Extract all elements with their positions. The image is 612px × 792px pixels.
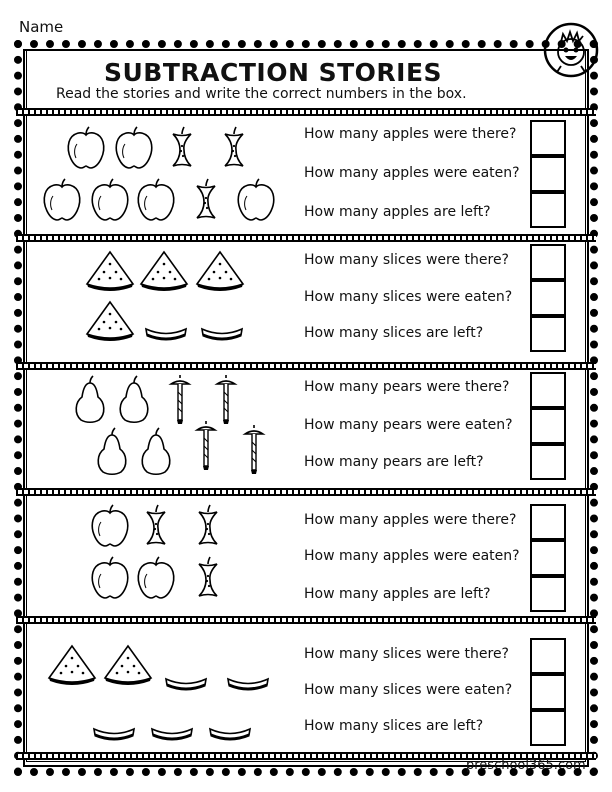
apple-icon	[92, 557, 127, 598]
apple-core-icon	[197, 179, 215, 218]
section-divider	[16, 616, 596, 624]
watermelon-rind-icon	[152, 729, 192, 739]
story-section	[30, 624, 582, 752]
answer-box-eaten[interactable]	[530, 408, 566, 444]
apple-icon	[44, 179, 79, 220]
question-eaten: How many apples were eaten?	[304, 165, 520, 181]
apple-icon	[238, 179, 273, 220]
story-pictures	[30, 242, 300, 362]
story-pictures	[30, 496, 300, 616]
pear-icon	[98, 428, 126, 474]
question-eaten: How many apples were eaten?	[304, 548, 520, 564]
pear-core-icon	[171, 375, 189, 424]
pear-core-icon	[217, 375, 235, 424]
answer-box-total[interactable]	[530, 120, 566, 156]
story-section	[30, 242, 582, 362]
pear-core-icon	[197, 421, 215, 470]
answer-box-eaten[interactable]	[530, 674, 566, 710]
answer-box-eaten[interactable]	[530, 280, 566, 316]
pear-icon	[76, 376, 104, 422]
watermelon-slice-icon	[87, 252, 133, 291]
watermelon-slice-icon	[87, 302, 133, 341]
name-label: Name	[19, 18, 64, 36]
section-divider	[16, 362, 596, 370]
section-divider	[16, 108, 596, 116]
answer-box-eaten[interactable]	[530, 156, 566, 192]
pear-core-icon	[245, 425, 263, 474]
question-left: How many apples are left?	[304, 204, 491, 220]
answer-box-total[interactable]	[530, 244, 566, 280]
apple-icon	[92, 505, 127, 546]
question-total: How many pears were there?	[304, 379, 510, 395]
question-left: How many pears are left?	[304, 454, 484, 470]
watermelon-rind-icon	[166, 679, 206, 689]
question-total: How many slices were there?	[304, 646, 509, 662]
answer-box-left[interactable]	[530, 192, 566, 228]
watermelon-slice-icon	[49, 646, 95, 685]
apple-core-icon	[147, 505, 165, 544]
page-title: SUBTRACTION STORIES	[104, 58, 443, 87]
question-left: How many apples are left?	[304, 586, 491, 602]
apple-core-icon	[173, 127, 191, 166]
apple-icon	[116, 127, 151, 168]
apple-core-icon	[199, 505, 217, 544]
watermelon-rind-icon	[94, 729, 134, 739]
watermelon-slice-icon	[105, 646, 151, 685]
question-total: How many apples were there?	[304, 126, 517, 142]
story-section	[30, 116, 582, 234]
question-total: How many slices were there?	[304, 252, 509, 268]
watermelon-rind-icon	[210, 729, 250, 739]
website-footer: preschool365.com	[466, 758, 586, 773]
pear-icon	[142, 428, 170, 474]
watermelon-rind-icon	[228, 679, 268, 689]
question-left: How many slices are left?	[304, 325, 484, 341]
pear-icon	[120, 376, 148, 422]
answer-box-left[interactable]	[530, 316, 566, 352]
watermelon-rind-icon	[202, 329, 242, 339]
answer-box-total[interactable]	[530, 504, 566, 540]
instructions: Read the stories and write the correct numbers in the box.	[56, 86, 467, 102]
story-pictures	[30, 624, 300, 752]
apple-icon	[138, 179, 173, 220]
answer-box-left[interactable]	[530, 444, 566, 480]
apple-icon	[92, 179, 127, 220]
question-total: How many apples were there?	[304, 512, 517, 528]
watermelon-rind-icon	[146, 329, 186, 339]
answer-box-left[interactable]	[530, 576, 566, 612]
answer-box-eaten[interactable]	[530, 540, 566, 576]
answer-box-left[interactable]	[530, 710, 566, 746]
question-eaten: How many slices were eaten?	[304, 289, 513, 305]
apple-icon	[138, 557, 173, 598]
story-section	[30, 496, 582, 616]
story-pictures	[30, 370, 300, 490]
story-section	[30, 370, 582, 488]
answer-box-total[interactable]	[530, 638, 566, 674]
watermelon-slice-icon	[197, 252, 243, 291]
answer-box-total[interactable]	[530, 372, 566, 408]
question-eaten: How many slices were eaten?	[304, 682, 513, 698]
question-left: How many slices are left?	[304, 718, 484, 734]
apple-icon	[68, 127, 103, 168]
watermelon-slice-icon	[141, 252, 187, 291]
apple-core-icon	[199, 557, 217, 596]
apple-core-icon	[225, 127, 243, 166]
question-eaten: How many pears were eaten?	[304, 417, 513, 433]
story-pictures	[30, 116, 300, 236]
